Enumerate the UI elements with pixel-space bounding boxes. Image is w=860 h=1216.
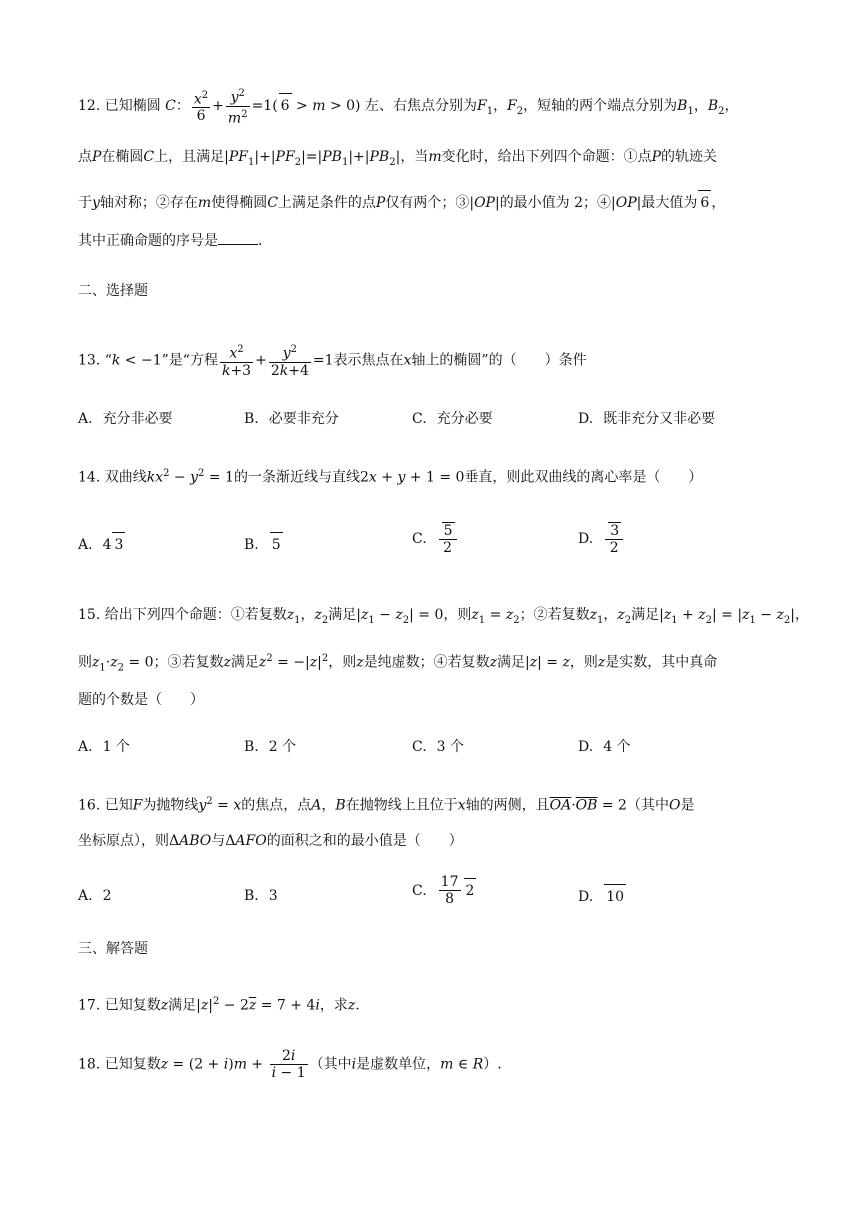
- q13-option-a[interactable]: A. 充分非必要: [78, 411, 173, 427]
- q15-option-a[interactable]: A. 1 个: [78, 739, 130, 755]
- q12-text: 仅有两个；③: [385, 195, 470, 211]
- q16-line-1: 16. 已知F为抛物线$y^2 = x$的焦点，点A，B在抛物线上且位于x轴的两侧，且$\overline{OA}\cdot\overline{OB} = 2$（其中O是: [78, 796, 695, 814]
- q13-stem: 13. “k < −1”是“方程 $\frac{x^2}{k+3}$ + $\frac{y^2}{2k+4}$ =1表示焦点在x轴上的椭圆”的（ ）条件: [78, 344, 587, 379]
- q13-options: [78, 407, 788, 447]
- q12-line-3: 于y轴对称；②存在m使得椭圆C上满足条件的点P仅有两个；③|OP|的最小值为 2；④|OP|最大值为 6 ，: [78, 190, 788, 214]
- q17-stem: 17. 已知复数z满足$|z|^2 - 2\overline{z} = 7 + 4i$，求z.: [78, 996, 360, 1014]
- section-title-2: 二、选择题: [78, 283, 148, 299]
- q14-text: 14. 双曲线: [78, 469, 147, 486]
- q16-option-d[interactable]: D. 10: [578, 884, 626, 909]
- q12-text: 的轨迹关: [661, 149, 718, 165]
- q16-options: [78, 874, 788, 920]
- q14-stem: 14. 双曲线$kx^2 - y^2 = 1$的一条渐近线与直线2x + y + 1 = 0垂直，则此双曲线的离心率是（ ）: [78, 468, 703, 486]
- q13-option-c[interactable]: C. 充分必要: [412, 411, 493, 427]
- q14-options: [78, 523, 788, 568]
- q12-text: 最大值为: [641, 195, 698, 211]
- q12-text: 点: [78, 149, 92, 165]
- q12-text: 轴对称；②存在: [99, 195, 198, 211]
- q13-text: 表示焦点在: [333, 352, 404, 369]
- q15-option-d[interactable]: D. 4 个: [578, 739, 631, 755]
- q14-option-b[interactable]: B. 5: [244, 532, 283, 557]
- q12-text: 12. 已知椭圆: [78, 98, 161, 115]
- q13-option-d[interactable]: D. 既非充分又非必要: [578, 411, 716, 427]
- q12-text: 其中正确命题的序号是: [78, 233, 218, 249]
- q15-line-3: 题的个数是（ ）: [78, 692, 204, 708]
- q12-text: 变化时，给出下列四个命题：①点: [441, 149, 652, 165]
- q12-text: 的最小值为 2；④: [499, 195, 612, 211]
- q12-text: 于: [78, 195, 92, 211]
- q15-option-c[interactable]: C. 3 个: [412, 739, 465, 755]
- section-title-3: 三、解答题: [78, 941, 148, 957]
- q16-option-c[interactable]: C. $\frac{17}{8}$ 2: [412, 874, 475, 907]
- q15-line-1: 15. 给出下列四个命题：①若复数$z_1$，$z_2$满足$|z_1 - z_2| = 0$，则$z_1 = z_2$；②若复数$z_1$，$z_2$满足$|z_1 + z_2| = |z_1 - z_2|$，: [78, 607, 809, 626]
- q14-option-d[interactable]: D. $\frac{3}{2}$: [578, 522, 625, 556]
- q18-stem: 18. 已知复数z = (2 + i)m + $\frac{2i}{i - 1}$ （其中i是虚数单位，m ∈ R）.: [78, 1048, 502, 1081]
- q12-line-4: 其中正确命题的序号是 .: [78, 233, 263, 249]
- q15-line-2: 则$z_1\cdot z_2 = 0$；③若复数z满足$z^2 = -|z|^2$，则z是纯虚数；④若复数z满足|z| = z，则z是实数，其中真命: [78, 653, 718, 674]
- q15-option-b[interactable]: B. 2 个: [244, 739, 297, 755]
- q13-text: ”是“方程: [161, 352, 218, 369]
- q12-line-2: 点P在椭圆C上，且满足$|PF_1|+|PF_2|=|PB_1|+|PB_2|$，当m变化时，给出下列四个命题：①点P的轨迹关: [78, 149, 718, 168]
- q16-line-2: 坐标原点），则ΔABO与ΔAFO的面积之和的最小值是（ ）: [78, 833, 463, 849]
- q14-option-c[interactable]: C. $\frac{5}{2}$: [412, 522, 459, 556]
- q12-line-1: 12. 已知椭圆 C： $\frac{x^2}{6}$ + $\frac{y^2}{m^2}$ =1( 6 > m > 0) 左、右焦点分别为$F_1$，$F_2$，短轴的两个端点分别为$B_1$，$B_2$，: [78, 88, 739, 127]
- answer-blank: [218, 232, 258, 245]
- q16-option-a[interactable]: A. 2: [78, 888, 112, 904]
- q12-text: 在椭圆: [101, 149, 144, 165]
- q12-text: 短轴的两个端点分别为: [537, 98, 678, 115]
- q13-text: 轴上的椭圆”的（ ）条件: [411, 352, 587, 369]
- q13-text: 13. “: [78, 352, 112, 369]
- q13-option-b[interactable]: B. 必要非充分: [244, 411, 339, 427]
- q14-text: 垂直，则此双曲线的离心率是（ ）: [464, 469, 703, 486]
- q15-options: [78, 735, 788, 775]
- q12-text: 上满足条件的点: [277, 195, 376, 211]
- q12-text: 上，且满足: [154, 149, 225, 165]
- q16-option-b[interactable]: B. 3: [244, 888, 278, 904]
- q12-text: 使得椭圆: [211, 195, 268, 211]
- q12-text: 左、右焦点分别为: [364, 98, 477, 115]
- q14-option-a[interactable]: A. 4 3: [78, 532, 125, 557]
- q14-text: 的一条渐近线与直线: [233, 469, 360, 486]
- q12-text: ，当: [400, 149, 429, 165]
